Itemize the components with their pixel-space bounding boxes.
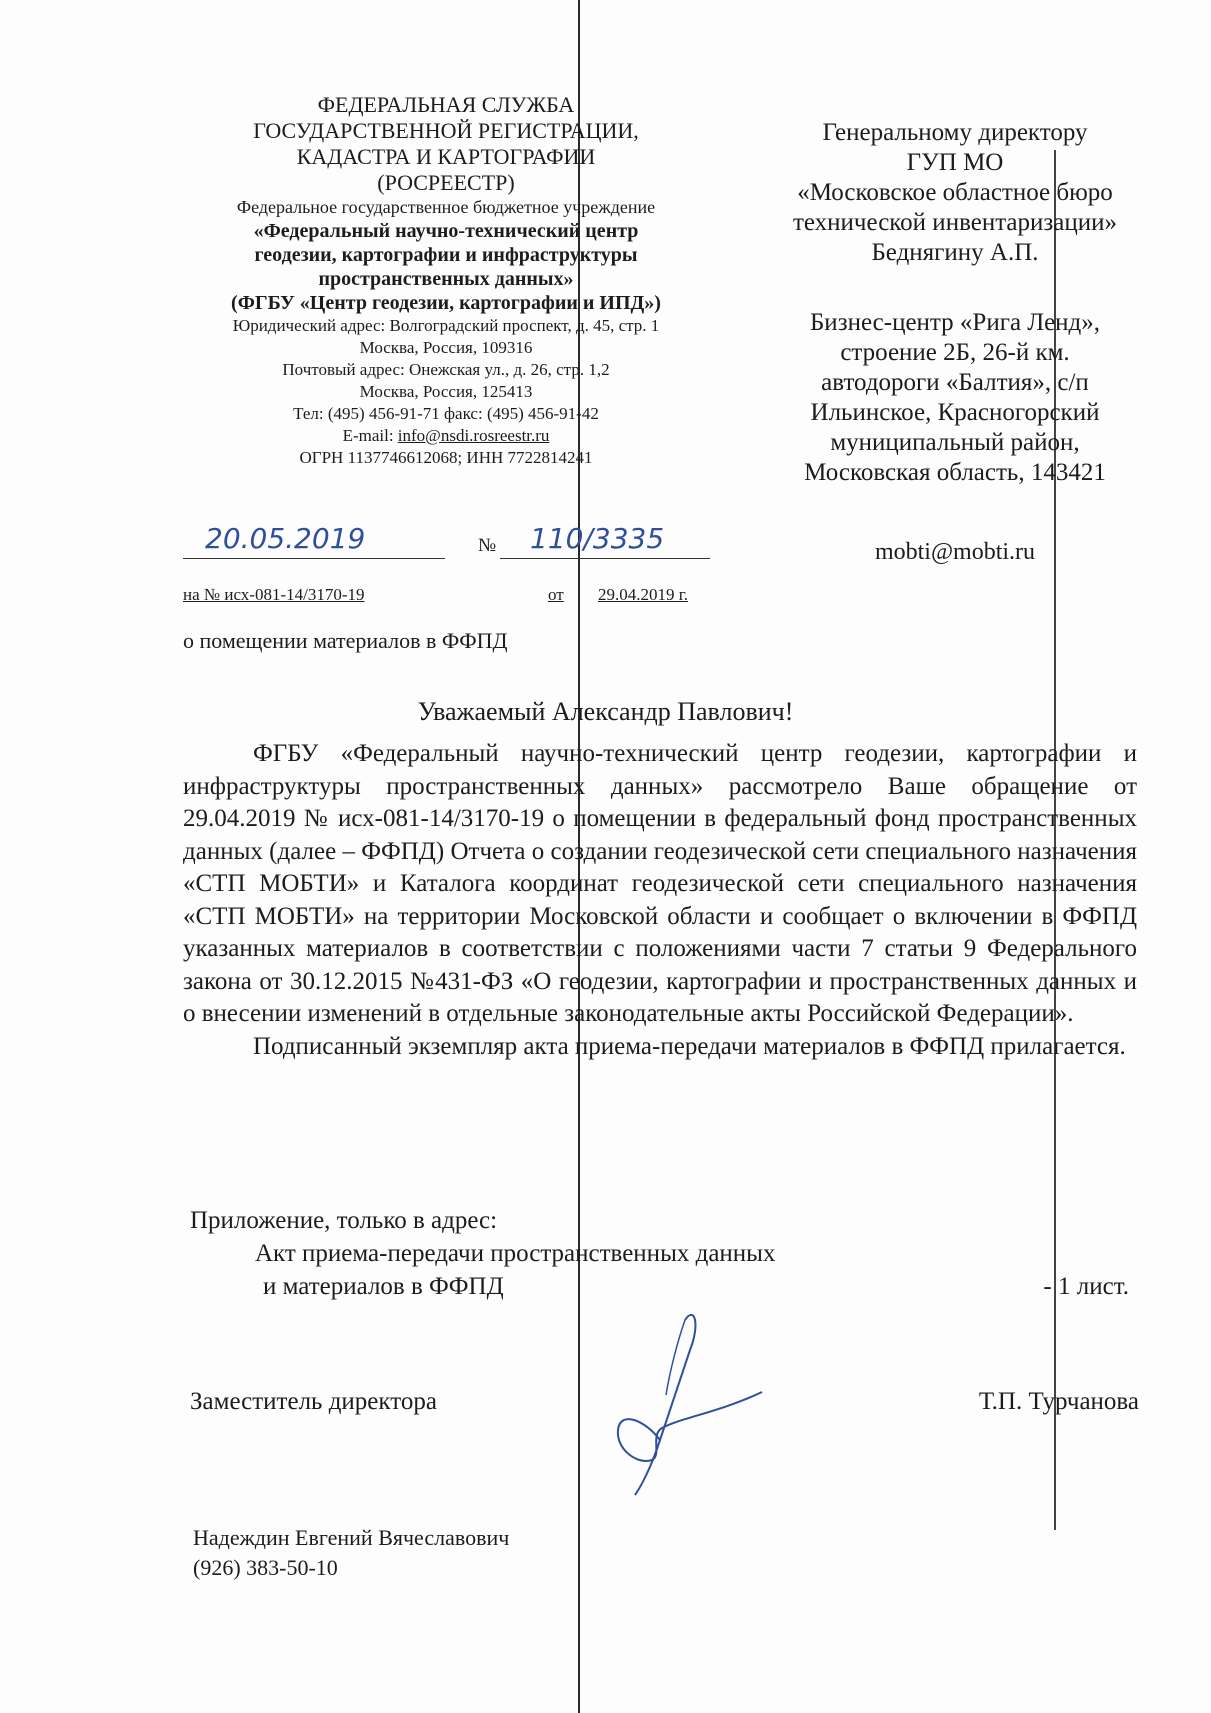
address-line2: строение 2Б, 26-й км. <box>840 339 1070 366</box>
agency-name-line4: (РОСРЕЕСТР) <box>377 170 515 195</box>
handwritten-number: 110/3335 <box>530 522 665 555</box>
org-name-line2: геодезии, картографии и инфраструктуры <box>254 243 638 266</box>
body-paragraph-1: ФГБУ «Федеральный научно-технический центр геодезии, картографии и инфраструктуры пространственных данных» рассмотрело Ваше обращение от 29.04.2019 № исх-081-14/3170-19 о помещении в федеральный фонд пространственных данных (далее – ФФПД) Отчета о создании геодезической сети специального назначения «СТП МОБТИ» и Каталога координат геодезической сети специального назначения «СТП МОБТИ» на территории Московской области и сообщает о включении в ФФПД указанных материалов в соответствии с положениями части 7 статьи 9 Федерального закона от 30.12.2015 №431-ФЗ «О геодезии, картографии и пространственных данных и о внесении изменений в отдельные законодательные акты Российской Федерации». <box>183 740 1137 1027</box>
postal-address: Почтовый адрес: Онежская ул., д. 26, стр. 1,2 <box>282 359 610 379</box>
executor-block <box>193 1523 509 1583</box>
letterhead <box>170 92 722 469</box>
email-link[interactable]: info@nsdi.rosreestr.ru <box>397 425 550 445</box>
attachment-line1: Акт приема-передачи пространственных данных <box>255 1240 776 1267</box>
addressee-line2: ГУП МО <box>906 149 1004 176</box>
org-name-line1: «Федеральный научно-технический центр <box>253 219 639 242</box>
number-sign: № <box>478 535 497 556</box>
agency-name-line1: ФЕДЕРАЛЬНАЯ СЛУЖБА <box>317 92 575 117</box>
addressee-line5: Беднягину А.П. <box>871 239 1039 266</box>
phone-fax: Тел: (495) 456-91-71 факс: (495) 456-91-42 <box>293 403 599 423</box>
attachment-pages: - 1 лист. <box>1043 1273 1129 1300</box>
org-name-line3: пространственных данных» <box>318 267 574 290</box>
agency-name-line2: ГОСУДАРСТВЕННОЙ РЕГИСТРАЦИИ, <box>253 118 639 143</box>
attachment-line2: и материалов в ФФПД <box>263 1273 504 1300</box>
date-underline <box>183 558 445 559</box>
addressee-block <box>760 118 1150 268</box>
postal-city: Москва, Россия, 125413 <box>359 381 533 401</box>
executor-name: Надеждин Евгений Вячеславович <box>193 1525 510 1550</box>
addressee-line3: «Московское областное бюро <box>797 179 1113 206</box>
address-line4: Ильинское, Красногорский <box>810 399 1100 426</box>
handwritten-date: 20.05.2019 <box>205 522 366 555</box>
signatory-title: Заместитель директора <box>190 1388 437 1415</box>
letter-subject: о помещении материалов в ФФПД <box>183 628 508 653</box>
reference-from: от <box>548 585 564 604</box>
reference-number: на № исх-081-14/3170-19 <box>183 585 365 604</box>
addressee-email[interactable]: mobti@mobti.ru <box>874 539 1036 565</box>
email-label: E-mail: <box>342 425 394 445</box>
number-underline <box>500 558 710 559</box>
body-paragraph-2: Подписанный экземпляр акта приема-передачи материалов в ФФПД прилагается. <box>253 1032 1126 1060</box>
address-line6: Московская область, 143421 <box>804 459 1106 486</box>
address-line5: муниципальный район, <box>830 429 1080 456</box>
executor-phone: (926) 383-50-10 <box>193 1555 338 1580</box>
org-short-name: (ФГБУ «Центр геодезии, картографии и ИПД») <box>231 291 661 314</box>
signatory-name: Т.П. Турчанова <box>978 1388 1139 1415</box>
attachment-heading: Приложение, только в адрес: <box>190 1207 498 1234</box>
addressee-address <box>760 308 1150 488</box>
addressee-line4: технической инвентаризации» <box>792 209 1118 236</box>
letter-body <box>183 738 1137 1063</box>
address-line3: автодороги «Балтия», с/п <box>821 369 1089 396</box>
email-line <box>170 425 722 447</box>
addressee-line1: Генеральному директору <box>822 119 1088 146</box>
ogrn-inn: ОГРН 1137746612068; ИНН 7722814241 <box>299 447 593 467</box>
legal-address: Юридический адрес: Волгоградский проспект, д. 45, стр. 1 <box>232 315 660 335</box>
agency-name-line3: КАДАСТРА И КАРТОГРАФИИ <box>296 144 596 169</box>
legal-city: Москва, Россия, 109316 <box>359 337 533 357</box>
address-line1: Бизнес-центр «Рига Ленд», <box>809 309 1101 336</box>
institution-type: Федеральное государственное бюджетное учреждение <box>236 197 656 217</box>
salutation: Уважаемый Александр Павлович! <box>417 697 794 726</box>
signature-scribble <box>590 1300 770 1500</box>
reference-date: 29.04.2019 г. <box>598 585 689 604</box>
